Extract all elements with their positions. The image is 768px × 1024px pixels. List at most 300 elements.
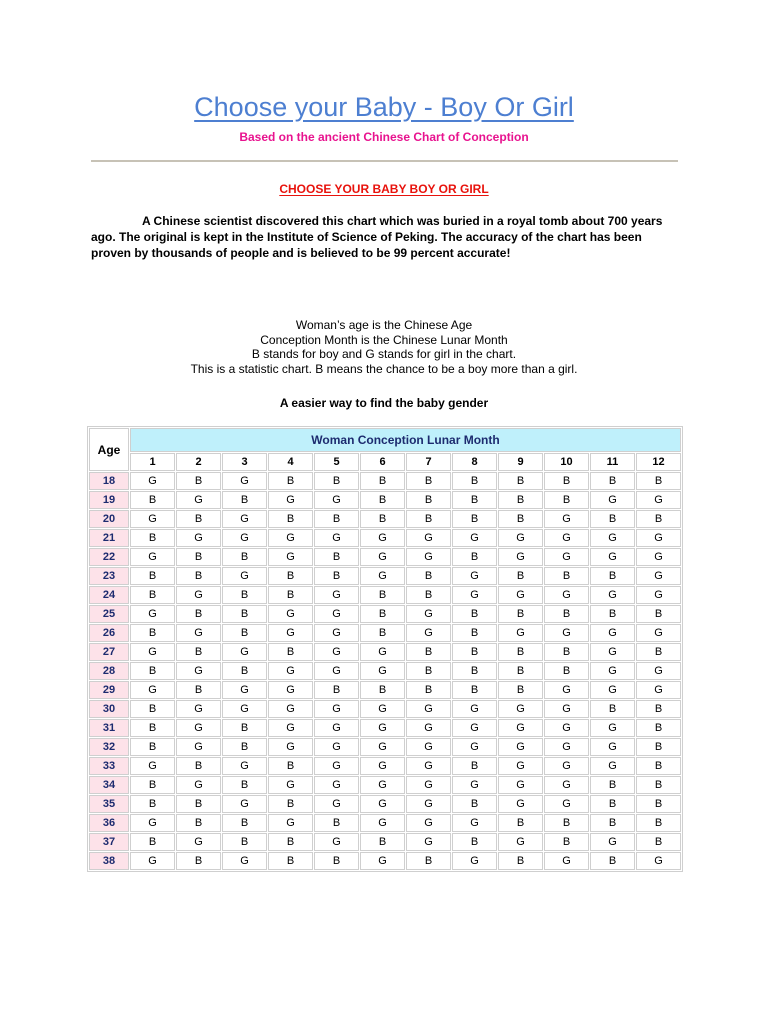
- gender-cell: B: [130, 624, 175, 642]
- table-row: [89, 738, 681, 756]
- gender-cell: B: [314, 510, 359, 528]
- gender-cell: G: [406, 776, 451, 794]
- gender-cell: G: [498, 548, 543, 566]
- gender-cell: B: [176, 567, 221, 585]
- age-cell: 29: [89, 681, 129, 699]
- gender-cell: B: [176, 643, 221, 661]
- gender-cell: B: [222, 605, 267, 623]
- table-row: [89, 548, 681, 566]
- gender-cell: B: [268, 472, 313, 490]
- gender-cell: B: [590, 605, 635, 623]
- gender-cell: B: [130, 662, 175, 680]
- gender-cell: G: [314, 795, 359, 813]
- gender-cell: B: [636, 700, 681, 718]
- gender-cell: G: [636, 681, 681, 699]
- age-cell: 22: [89, 548, 129, 566]
- gender-cell: B: [360, 681, 405, 699]
- gender-cell: G: [498, 624, 543, 642]
- gender-cell: G: [406, 700, 451, 718]
- easier-heading: A easier way to find the baby gender: [279, 396, 489, 410]
- gender-cell: G: [176, 662, 221, 680]
- gender-cell: G: [176, 833, 221, 851]
- gender-cell: G: [268, 681, 313, 699]
- gender-cell: B: [452, 833, 497, 851]
- age-cell: 24: [89, 586, 129, 604]
- table-row: [89, 510, 681, 528]
- gender-cell: G: [544, 548, 589, 566]
- gender-cell: B: [406, 491, 451, 509]
- gender-cell: G: [406, 814, 451, 832]
- age-cell: 28: [89, 662, 129, 680]
- gender-cell: G: [314, 491, 359, 509]
- gender-cell: B: [268, 795, 313, 813]
- gender-cell: B: [636, 776, 681, 794]
- month-header-cell: 8: [452, 453, 497, 471]
- gender-cell: G: [544, 795, 589, 813]
- gender-cell: G: [452, 738, 497, 756]
- month-header-cell: 9: [498, 453, 543, 471]
- gender-cell: B: [222, 491, 267, 509]
- gender-cell: G: [452, 776, 497, 794]
- gender-cell: G: [268, 548, 313, 566]
- gender-cell: G: [360, 643, 405, 661]
- gender-cell: G: [544, 757, 589, 775]
- gender-cell: G: [222, 700, 267, 718]
- gender-cell: B: [176, 472, 221, 490]
- gender-cell: B: [544, 605, 589, 623]
- gender-cell: B: [590, 700, 635, 718]
- gender-cell: G: [314, 700, 359, 718]
- note-line: Woman’s age is the Chinese Age: [295, 318, 473, 332]
- gender-cell: G: [590, 624, 635, 642]
- gender-cell: B: [590, 472, 635, 490]
- gender-cell: G: [636, 548, 681, 566]
- gender-cell: B: [590, 567, 635, 585]
- gender-cell: G: [130, 852, 175, 870]
- gender-cell: B: [268, 833, 313, 851]
- gender-cell: G: [590, 681, 635, 699]
- gender-cell: B: [222, 586, 267, 604]
- table-row: [89, 491, 681, 509]
- gender-cell: G: [176, 624, 221, 642]
- gender-cell: B: [268, 643, 313, 661]
- gender-cell: G: [360, 719, 405, 737]
- gender-cell: G: [268, 529, 313, 547]
- gender-cell: G: [176, 700, 221, 718]
- gender-cell: G: [222, 529, 267, 547]
- chart-header-row: [89, 428, 681, 452]
- age-cell: 26: [89, 624, 129, 642]
- gender-cell: G: [130, 814, 175, 832]
- gender-cell: G: [268, 605, 313, 623]
- gender-cell: B: [360, 510, 405, 528]
- intro-paragraph: A Chinese scientist discovered this chart which was buried in a royal tomb about 700 years ago. The original is kept in the Institute of Science of Peking. The accuracy of the chart has been proven by thousands of people and is believed to be 99 percent accurate!: [91, 214, 663, 260]
- gender-cell: B: [176, 795, 221, 813]
- gender-cell: G: [636, 586, 681, 604]
- month-header-cell: 2: [176, 453, 221, 471]
- gender-cell: G: [268, 662, 313, 680]
- gender-cell: G: [498, 738, 543, 756]
- table-row: [89, 472, 681, 490]
- note-line: This is a statistic chart. B means the chance to be a boy more than a girl.: [190, 361, 578, 376]
- gender-cell: G: [590, 548, 635, 566]
- gender-cell: B: [452, 472, 497, 490]
- gender-cell: B: [176, 510, 221, 528]
- gender-cell: G: [544, 738, 589, 756]
- gender-cell: G: [636, 662, 681, 680]
- gender-cell: B: [498, 814, 543, 832]
- note-line: B stands for boy and G stands for girl in the chart.: [251, 347, 517, 361]
- gender-cell: B: [590, 795, 635, 813]
- gender-cell: G: [268, 700, 313, 718]
- gender-cell: G: [314, 757, 359, 775]
- gender-cell: B: [130, 776, 175, 794]
- gender-cell: G: [452, 567, 497, 585]
- gender-cell: G: [360, 662, 405, 680]
- table-row: [89, 586, 681, 604]
- gender-cell: B: [406, 567, 451, 585]
- gender-cell: B: [544, 491, 589, 509]
- table-row: [89, 814, 681, 832]
- gender-cell: B: [544, 567, 589, 585]
- month-number-row: [89, 453, 681, 471]
- gender-cell: B: [636, 719, 681, 737]
- gender-cell: G: [130, 605, 175, 623]
- age-cell: 31: [89, 719, 129, 737]
- gender-cell: G: [636, 624, 681, 642]
- gender-cell: G: [222, 852, 267, 870]
- gender-cell: B: [452, 624, 497, 642]
- gender-cell: G: [314, 833, 359, 851]
- month-header-cell: 6: [360, 453, 405, 471]
- gender-cell: G: [222, 681, 267, 699]
- gender-cell: B: [452, 681, 497, 699]
- gender-cell: G: [498, 776, 543, 794]
- table-row: [89, 681, 681, 699]
- gender-cell: B: [636, 757, 681, 775]
- gender-cell: B: [498, 662, 543, 680]
- gender-cell: B: [636, 605, 681, 623]
- gender-cell: G: [268, 738, 313, 756]
- gender-chart-table: [87, 426, 683, 872]
- gender-cell: B: [544, 643, 589, 661]
- gender-cell: G: [544, 776, 589, 794]
- gender-cell: G: [268, 719, 313, 737]
- gender-cell: G: [544, 624, 589, 642]
- gender-cell: B: [314, 548, 359, 566]
- gender-cell: G: [590, 643, 635, 661]
- gender-cell: G: [452, 719, 497, 737]
- gender-cell: G: [406, 833, 451, 851]
- gender-cell: G: [590, 757, 635, 775]
- gender-cell: B: [406, 472, 451, 490]
- gender-cell: B: [590, 776, 635, 794]
- gender-cell: G: [268, 776, 313, 794]
- gender-cell: G: [314, 738, 359, 756]
- gender-cell: G: [590, 719, 635, 737]
- gender-cell: B: [452, 510, 497, 528]
- gender-cell: B: [452, 757, 497, 775]
- gender-cell: G: [452, 529, 497, 547]
- month-header-cell: 11: [590, 453, 635, 471]
- note-line: Conception Month is the Chinese Lunar Month: [260, 332, 508, 347]
- gender-cell: B: [222, 814, 267, 832]
- age-cell: 34: [89, 776, 129, 794]
- gender-cell: G: [176, 738, 221, 756]
- gender-cell: G: [360, 814, 405, 832]
- month-header-cell: 7: [406, 453, 451, 471]
- gender-cell: B: [222, 719, 267, 737]
- gender-cell: B: [314, 814, 359, 832]
- gender-cell: G: [268, 814, 313, 832]
- gender-cell: G: [636, 852, 681, 870]
- gender-cell: B: [406, 662, 451, 680]
- gender-cell: G: [544, 510, 589, 528]
- table-row: [89, 833, 681, 851]
- gender-cell: B: [176, 548, 221, 566]
- gender-cell: G: [360, 738, 405, 756]
- gender-cell: B: [498, 567, 543, 585]
- gender-cell: B: [222, 662, 267, 680]
- gender-cell: G: [406, 624, 451, 642]
- month-header-cell: 1: [130, 453, 175, 471]
- gender-cell: B: [130, 567, 175, 585]
- gender-cell: G: [360, 852, 405, 870]
- age-cell: 30: [89, 700, 129, 718]
- chart-body: [89, 472, 681, 870]
- gender-cell: G: [544, 586, 589, 604]
- month-header-cell: 12: [636, 453, 681, 471]
- gender-cell: G: [130, 510, 175, 528]
- gender-cell: G: [314, 586, 359, 604]
- age-cell: 35: [89, 795, 129, 813]
- gender-cell: G: [360, 776, 405, 794]
- gender-cell: B: [406, 586, 451, 604]
- gender-cell: B: [406, 510, 451, 528]
- gender-cell: B: [636, 472, 681, 490]
- gender-cell: G: [636, 491, 681, 509]
- age-cell: 27: [89, 643, 129, 661]
- gender-cell: B: [130, 491, 175, 509]
- age-cell: 36: [89, 814, 129, 832]
- gender-cell: B: [636, 643, 681, 661]
- gender-cell: B: [360, 833, 405, 851]
- gender-cell: G: [544, 852, 589, 870]
- gender-cell: B: [222, 548, 267, 566]
- age-cell: 21: [89, 529, 129, 547]
- table-row: [89, 567, 681, 585]
- gender-cell: B: [222, 738, 267, 756]
- gender-cell: G: [544, 719, 589, 737]
- gender-cell: B: [406, 852, 451, 870]
- gender-cell: G: [314, 776, 359, 794]
- month-header-cell: 3: [222, 453, 267, 471]
- gender-cell: B: [452, 605, 497, 623]
- gender-cell: G: [498, 795, 543, 813]
- gender-cell: B: [498, 852, 543, 870]
- gender-cell: G: [544, 700, 589, 718]
- gender-cell: G: [222, 567, 267, 585]
- age-cell: 18: [89, 472, 129, 490]
- gender-cell: G: [452, 814, 497, 832]
- gender-cell: B: [544, 814, 589, 832]
- gender-cell: G: [406, 605, 451, 623]
- month-header-cell: 10: [544, 453, 589, 471]
- gender-cell: G: [130, 548, 175, 566]
- gender-cell: G: [314, 643, 359, 661]
- gender-cell: B: [360, 491, 405, 509]
- gender-cell: G: [544, 529, 589, 547]
- gender-cell: G: [590, 586, 635, 604]
- gender-cell: G: [452, 586, 497, 604]
- gender-cell: B: [636, 738, 681, 756]
- gender-cell: B: [498, 643, 543, 661]
- gender-cell: G: [590, 833, 635, 851]
- gender-cell: G: [498, 700, 543, 718]
- month-header-cell: 5: [314, 453, 359, 471]
- gender-cell: B: [314, 681, 359, 699]
- page-subtitle: Based on the ancient Chinese Chart of Conception: [239, 130, 529, 144]
- gender-cell: G: [360, 548, 405, 566]
- gender-cell: G: [406, 548, 451, 566]
- gender-cell: B: [130, 719, 175, 737]
- age-cell: 37: [89, 833, 129, 851]
- gender-cell: G: [590, 662, 635, 680]
- gender-cell: G: [130, 681, 175, 699]
- gender-cell: B: [636, 795, 681, 813]
- gender-cell: B: [452, 662, 497, 680]
- gender-cell: B: [406, 643, 451, 661]
- gender-cell: B: [452, 548, 497, 566]
- age-cell: 32: [89, 738, 129, 756]
- gender-cell: G: [544, 681, 589, 699]
- gender-cell: G: [498, 719, 543, 737]
- gender-cell: G: [498, 586, 543, 604]
- gender-cell: G: [360, 795, 405, 813]
- gender-cell: G: [406, 738, 451, 756]
- table-row: [89, 719, 681, 737]
- gender-cell: B: [222, 776, 267, 794]
- gender-cell: G: [498, 529, 543, 547]
- gender-cell: B: [268, 510, 313, 528]
- gender-cell: B: [636, 833, 681, 851]
- gender-cell: G: [176, 529, 221, 547]
- gender-cell: G: [176, 776, 221, 794]
- gender-cell: B: [360, 605, 405, 623]
- gender-cell: B: [130, 833, 175, 851]
- gender-cell: G: [590, 738, 635, 756]
- gender-cell: G: [360, 529, 405, 547]
- page-title[interactable]: Choose your Baby - Boy Or Girl: [194, 92, 574, 122]
- gender-cell: G: [314, 624, 359, 642]
- age-cell: 19: [89, 491, 129, 509]
- gender-cell: B: [176, 681, 221, 699]
- gender-cell: G: [130, 643, 175, 661]
- gender-cell: B: [498, 472, 543, 490]
- gender-cell: G: [406, 529, 451, 547]
- table-row: [89, 529, 681, 547]
- table-row: [89, 776, 681, 794]
- gender-cell: B: [130, 700, 175, 718]
- age-cell: 20: [89, 510, 129, 528]
- table-row: [89, 605, 681, 623]
- gender-cell: B: [498, 491, 543, 509]
- gender-cell: G: [636, 567, 681, 585]
- gender-cell: B: [544, 472, 589, 490]
- section-heading: CHOOSE YOUR BABY BOY OR GIRL: [279, 182, 489, 196]
- age-cell: 38: [89, 852, 129, 870]
- table-row: [89, 700, 681, 718]
- gender-cell: G: [452, 700, 497, 718]
- gender-cell: G: [406, 795, 451, 813]
- age-cell: 23: [89, 567, 129, 585]
- gender-cell: B: [590, 510, 635, 528]
- gender-cell: B: [130, 586, 175, 604]
- month-group-header: Woman Conception Lunar Month: [130, 428, 681, 452]
- gender-cell: B: [268, 757, 313, 775]
- gender-cell: B: [360, 624, 405, 642]
- gender-cell: B: [268, 586, 313, 604]
- table-row: [89, 795, 681, 813]
- gender-cell: G: [222, 643, 267, 661]
- gender-cell: B: [176, 814, 221, 832]
- chart-notes: [0, 318, 768, 376]
- table-row: [89, 643, 681, 661]
- gender-cell: G: [406, 719, 451, 737]
- gender-cell: B: [222, 833, 267, 851]
- gender-cell: B: [498, 605, 543, 623]
- gender-cell: B: [314, 472, 359, 490]
- gender-cell: B: [360, 472, 405, 490]
- age-cell: 33: [89, 757, 129, 775]
- gender-cell: G: [222, 795, 267, 813]
- gender-cell: B: [130, 529, 175, 547]
- table-row: [89, 662, 681, 680]
- gender-cell: G: [222, 757, 267, 775]
- gender-cell: G: [268, 624, 313, 642]
- gender-cell: G: [314, 662, 359, 680]
- gender-cell: B: [590, 852, 635, 870]
- age-column-header: Age: [89, 428, 129, 471]
- table-row: [89, 624, 681, 642]
- gender-cell: B: [406, 681, 451, 699]
- gender-cell: B: [176, 605, 221, 623]
- gender-cell: G: [636, 529, 681, 547]
- gender-cell: G: [406, 757, 451, 775]
- gender-cell: G: [130, 757, 175, 775]
- gender-cell: G: [498, 757, 543, 775]
- gender-cell: B: [636, 510, 681, 528]
- gender-cell: G: [222, 472, 267, 490]
- gender-cell: G: [360, 700, 405, 718]
- gender-cell: G: [452, 852, 497, 870]
- gender-cell: B: [314, 852, 359, 870]
- gender-cell: B: [498, 681, 543, 699]
- gender-cell: B: [130, 795, 175, 813]
- gender-cell: B: [314, 567, 359, 585]
- gender-cell: B: [222, 624, 267, 642]
- gender-cell: B: [452, 795, 497, 813]
- gender-cell: B: [360, 586, 405, 604]
- gender-cell: G: [590, 491, 635, 509]
- gender-cell: G: [314, 605, 359, 623]
- gender-cell: G: [360, 757, 405, 775]
- gender-cell: B: [176, 757, 221, 775]
- gender-cell: B: [452, 491, 497, 509]
- gender-cell: B: [130, 738, 175, 756]
- gender-cell: B: [544, 833, 589, 851]
- gender-cell: B: [268, 852, 313, 870]
